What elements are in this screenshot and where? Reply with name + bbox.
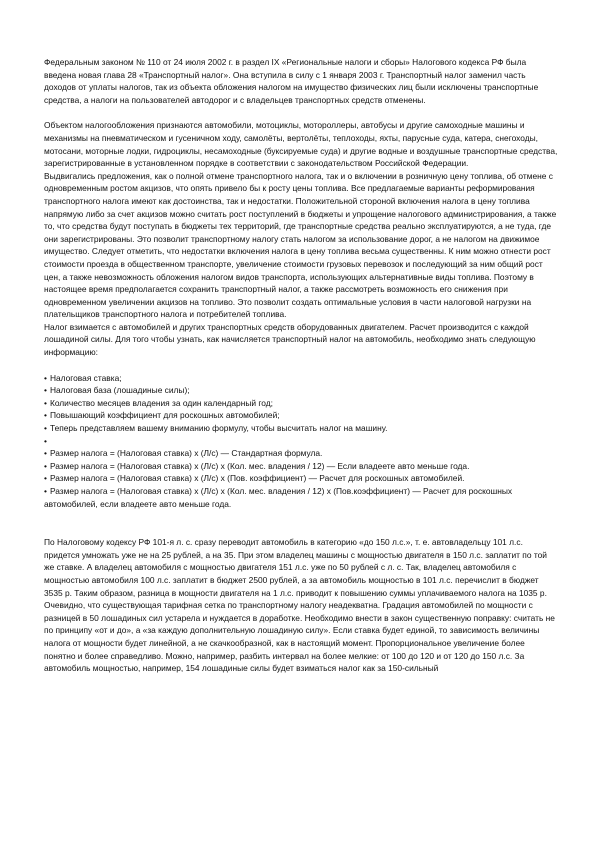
list-item-text: Налоговая ставка; bbox=[49, 372, 122, 383]
object-of-taxation-paragraph: Объектом налогообложения признаются автомобили, мотоциклы, мотороллеры, автобусы и другие самоходные машины и механизмы на пневматическом и гусеничном ходу, самолёты, вертолёты, теплоходы, яхты, парусные суда, катера, снегоходы, мотосани, моторные лодки, гидроциклы, несамоходные (буксируемые суда) и другие водные и воздушные транспортные средства, зарегистрированные в установленном порядке в соответствии с законодательством Российской Федерации. bbox=[44, 120, 558, 169]
bullet-icon: • bbox=[44, 410, 47, 421]
list-item bbox=[44, 397, 558, 410]
formula-text: Размер налога = (Налоговая ставка) х (Л/с) х (Пов. коэффициент) — Расчет для роскошных автомобилей. bbox=[49, 473, 465, 484]
spacer bbox=[44, 510, 558, 536]
bullet-icon: • bbox=[44, 448, 47, 459]
spacer bbox=[44, 359, 558, 372]
bullet-icon: • bbox=[44, 435, 47, 446]
list-item bbox=[44, 422, 558, 435]
tax-calculation-paragraph: Налог взимается с автомобилей и других транспортных средств оборудованных двигателем. Расчет производится с каждой лошадиной силы. Для того чтобы узнать, как начисляется транспортный налог на автомобиль, необходимо знать следующую информацию: bbox=[44, 321, 536, 358]
list-item bbox=[44, 372, 558, 385]
reform-proposals-paragraph: Выдвигались предложения, как о полной отмене транспортного налога, так и о включении в розничную цену топлива, об отмене с одновременным ростом акцизов, что опять привело бы к росту цены топлива. Все предлагаемые варианты реформирования транспортного налога имеют как достоинства, так и недостатки. Положительной стороной включения налога в цену топлива напрямую либо за счет акцизов можно считать рост поступлений в бюджеты и упрощение налогового администрирования, а также то, что средства будут поступать в бюджеты тех территорий, где транспортные средства реально эксплуатируются, а не туда, где они зарегистрированы. Это позволит транспортному налогу стать налогом за использование дорог, а не налогом на движимое имущество. Следует отметить, что недостатки включения налога в цену топлива весьма существенны. К ним можно отнести рост стоимости проезда в общественном транспорте, увеличение стоимости грузовых перевозок и последующий за ним общий рост цен, а также невозможность обложения налогом видов транспорта, использующих альтернативные виды топлива. Поэтому в настоящее время предполагается сохранить транспортный налог, а также рассмотреть возможность его снижения при одновременном увеличении акцизов на топливо. Это позволит создать оптимальные условия в части налоговой нагрузки на плательщиков транспортного налога и потребителей топлива. bbox=[44, 170, 557, 320]
list-item bbox=[44, 409, 558, 422]
formula-text: Размер налога = (Налоговая ставка) х (Л/с) х (Кол. мес. владения / 12) — Если владеете авто меньше года. bbox=[49, 460, 470, 471]
formula-item bbox=[44, 460, 558, 473]
bullet-icon: • bbox=[44, 372, 47, 383]
info-list bbox=[44, 372, 558, 448]
formula-item bbox=[44, 447, 558, 460]
list-item bbox=[44, 384, 558, 397]
bullet-icon: • bbox=[44, 423, 47, 434]
formula-text: Размер налога = (Налоговая ставка) х (Л/с) — Стандартная формула. bbox=[49, 448, 323, 459]
tariff-analysis-paragraph: По Налоговому кодексу РФ 101-я л. с. сразу переводит автомобиль в категорию «до 150 л.с.», т. е. автовладельцу 101 л.с. придется умножать уже не на 25 рублей, а на 35. При этом владелец машины с мощностью двигателя в 150 л.с. заплатит по той же ставке. А владелец автомобиля с мощностью двигателя 151 л.с. уже по 50 рублей с л. с. Так, владелец автомобиля с мощностью автомобиля 100 л.с. заплатит в бюджет 2500 рублей, а за автомобиль мощностью в 101 л.с. перечислит в бюджет 3535 р. Таким образом, разница в мощности двигателя на 1 л.с. приводит к повышению суммы уплачиваемого налога на 1035 р. Очевидно, что существующая тарифная сетка по транспортному налогу неадекватна. Градация автомобилей по мощности с разницей в 50 лошадиных сил устарела и нуждается в доработке. Необходимо внести в закон существенную поправку: считать не по принципу «от и до», а «за каждую дополнительную лошадиную силу». Если ставка будет единой, то зависимость величины налога от мощности будет линейной, а не скачкообразной, как в настоящий момент. Пропорциональное увеличение более понятно и более справедливо. Можно, например, разбить интервал на более мелкие: от 100 до 120 и от 120 до 150 л.с. За автомобиль мощностью, например, 154 лошадиные силы будет взиматься налог как за 150-сильный bbox=[44, 537, 555, 674]
list-item bbox=[44, 435, 558, 448]
list-item-text: Налоговая база (лошадиные силы); bbox=[49, 385, 190, 396]
formula-item bbox=[44, 485, 558, 510]
document-page bbox=[44, 56, 558, 675]
spacer bbox=[44, 106, 558, 119]
list-item-text: Количество месяцев владения за один календарный год; bbox=[49, 397, 273, 408]
list-item-text: Теперь представляем вашему вниманию формулу, чтобы высчитать налог на машину. bbox=[49, 423, 388, 434]
bullet-icon: • bbox=[44, 385, 47, 396]
bullet-icon: • bbox=[44, 486, 47, 496]
list-item-text: Повышающий коэффициент для роскошных автомобилей; bbox=[49, 410, 280, 421]
bullet-icon: • bbox=[44, 460, 47, 471]
intro-paragraph: Федеральным законом № 110 от 24 июля 2002 г. в раздел IX «Региональные налоги и сборы» Налогового кодекса РФ была введена новая глава 28 «Транспортный налог». Она вступила в силу с 1 января 2003 г. Транспортный налог заменил часть доходов от уплаты налогов, так из объекта обложения налогом на имущество физических лиц были исключены транспортные средства, а налоги на пользователей автодорог и с владельцев транспортных средств отменены. bbox=[44, 57, 539, 105]
formula-list bbox=[44, 447, 558, 510]
formula-item bbox=[44, 472, 558, 485]
bullet-icon: • bbox=[44, 473, 47, 484]
bullet-icon: • bbox=[44, 397, 47, 408]
formula-text: Размер налога = (Налоговая ставка) х (Л/с) х (Кол. мес. владения / 12) х (Пов.коэффициент) — Расчет для роскошных автомобилей, если владеете авто меньше года. bbox=[44, 486, 513, 509]
